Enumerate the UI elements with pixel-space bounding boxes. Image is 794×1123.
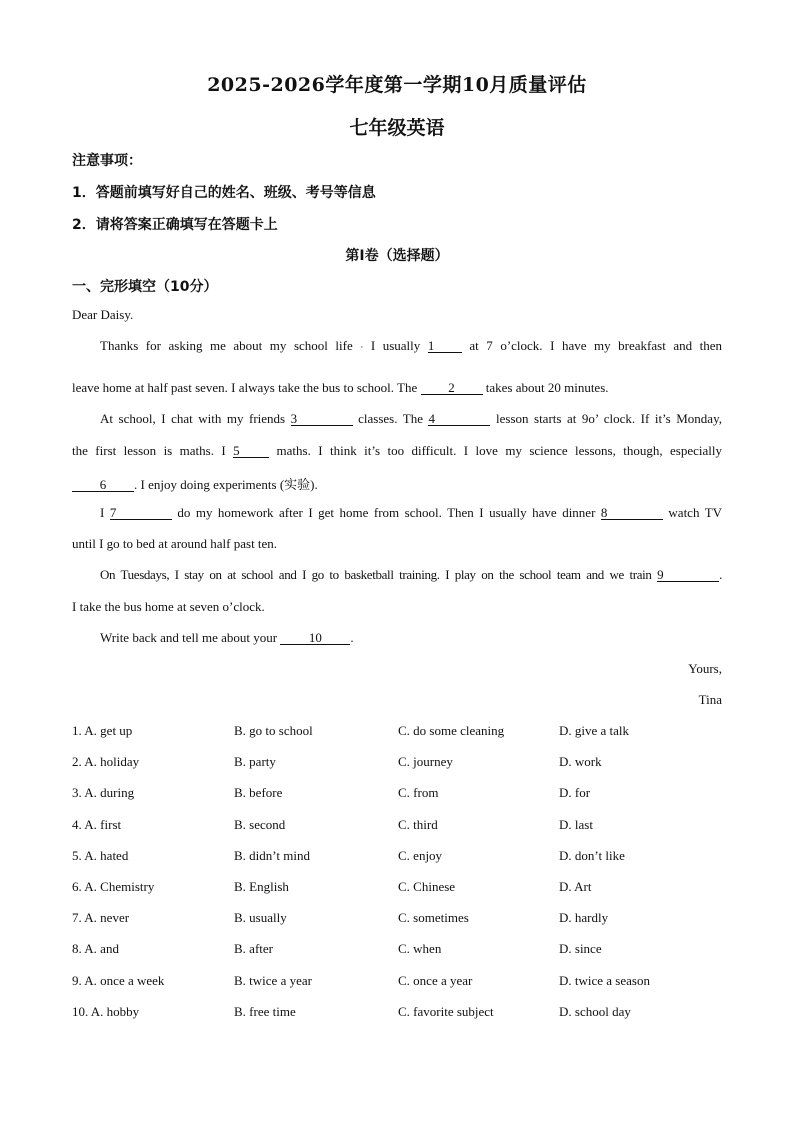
option-b[interactable]: B. before <box>234 785 283 801</box>
option-c[interactable]: C. once a year <box>398 972 473 988</box>
option-c[interactable]: C. do some cleaning <box>398 723 505 738</box>
punctuation-mark: · <box>360 342 364 352</box>
option-c[interactable]: C. Chinese <box>398 878 456 894</box>
option-a[interactable]: 6. A. Chemistry <box>72 878 155 894</box>
blank-5[interactable]: 5 <box>233 444 269 458</box>
notice-item-2: 2．请将答案正确填写在答题卡上 <box>72 217 278 233</box>
exam-title: 2025-2026学年度第一学期10月质量评估 <box>207 74 587 96</box>
option-c[interactable]: C. from <box>398 785 439 801</box>
blank-1[interactable]: 1 <box>428 339 462 353</box>
option-b[interactable]: B. didn’t mind <box>234 847 310 863</box>
option-a[interactable]: 10. A. hobby <box>72 1003 140 1019</box>
letter-paragraph-1-line-1: Thanks for asking me about my school life · I usually 1 at 7 o’clock. I have my breakfast and then <box>100 338 723 353</box>
blank-8[interactable]: 8 <box>601 506 663 520</box>
blank-7[interactable]: 7 <box>110 506 172 520</box>
blank-10[interactable]: 10 <box>280 631 350 645</box>
notice-item-1: 1．答题前填写好自己的姓名、班级、考号等信息 <box>72 185 376 201</box>
option-a[interactable]: 4. A. first <box>72 816 122 832</box>
letter-paragraph-5: Write back and tell me about your 10 . <box>100 630 354 645</box>
question-row <box>72 879 732 910</box>
option-d[interactable]: D. work <box>559 754 602 770</box>
option-d[interactable]: D. twice a season <box>559 972 650 988</box>
option-a[interactable]: 9. A. once a week <box>72 972 165 988</box>
question-row <box>72 973 732 1004</box>
letter-paragraph-4-line-2: I take the bus home at seven o’clock. <box>72 599 265 614</box>
option-c[interactable]: C. third <box>398 816 438 832</box>
notice-heading: 注意事项： <box>72 153 142 169</box>
option-b[interactable]: B. twice a year <box>234 972 312 988</box>
letter-greeting: Dear Daisy. <box>72 307 134 322</box>
option-a[interactable]: 8. A. and <box>72 941 119 957</box>
option-d[interactable]: D. Art <box>559 878 592 894</box>
question-row <box>72 754 732 785</box>
letter-paragraph-3-line-1: I 7 do my homework after I get home from school. Then I usually have dinner 8 watch TV <box>100 505 723 520</box>
option-a[interactable]: 2. A. holiday <box>72 754 140 770</box>
question-row <box>72 785 732 816</box>
option-b[interactable]: B. free time <box>234 1003 296 1019</box>
option-d[interactable]: D. give a talk <box>559 723 630 738</box>
option-a[interactable]: 1. A. get up <box>72 723 133 738</box>
option-d[interactable]: D. last <box>559 816 593 832</box>
option-d[interactable]: D. for <box>559 785 591 801</box>
letter-paragraph-2-line-2: the first lesson is maths. I 5 maths. I think it’s too difficult. I love my science lessons, though, especially <box>72 443 722 458</box>
option-b[interactable]: B. English <box>234 878 289 894</box>
answer-options <box>72 723 732 1035</box>
option-c[interactable]: C. sometimes <box>398 910 469 926</box>
option-c[interactable]: C. journey <box>398 754 453 770</box>
letter-paragraph-1-line-2: leave home at half past seven. I always take the bus to school. The 2 takes about 20 minutes. <box>72 380 609 395</box>
option-a[interactable]: 5. A. hated <box>72 847 129 863</box>
question-row <box>72 848 732 879</box>
option-a[interactable]: 3. A. during <box>72 785 135 801</box>
option-b[interactable]: B. second <box>234 816 286 832</box>
option-b[interactable]: B. after <box>234 941 273 957</box>
letter-signature: Tina <box>698 692 722 707</box>
option-c[interactable]: C. favorite subject <box>398 1003 494 1019</box>
part-title: 第I卷（选择题） <box>345 248 449 264</box>
question-row <box>72 941 732 972</box>
option-b[interactable]: B. usually <box>234 910 287 926</box>
option-d[interactable]: D. since <box>559 941 602 957</box>
letter-closing: Yours, <box>688 661 722 676</box>
blank-6[interactable]: 6 <box>72 478 134 492</box>
section-title: 一、完形填空（10分） <box>72 279 218 295</box>
letter-paragraph-2-line-3: 6 . I enjoy doing experiments (实验). <box>72 474 722 493</box>
question-row <box>72 723 732 754</box>
blank-3[interactable]: 3 <box>291 412 353 426</box>
option-c[interactable]: C. when <box>398 941 442 957</box>
option-d[interactable]: D. don’t like <box>559 847 625 863</box>
option-d[interactable]: D. school day <box>559 1003 631 1019</box>
option-b[interactable]: B. go to school <box>234 723 313 738</box>
option-a[interactable]: 7. A. never <box>72 910 130 926</box>
question-row <box>72 1004 732 1035</box>
letter-paragraph-3-line-2: until I go to bed at around half past ten. <box>72 536 278 551</box>
letter-paragraph-2-line-1: At school, I chat with my friends 3 classes. The 4 lesson starts at 9o’ clock. If it’s Monday, <box>100 411 722 426</box>
question-row <box>72 817 732 848</box>
question-row <box>72 910 732 941</box>
letter-paragraph-4-line-1: On Tuesdays, I stay on at school and I go to basketball training. I play on the school team and we train 9 . <box>100 567 722 582</box>
exam-subtitle: 七年级英语 <box>349 117 445 139</box>
blank-4[interactable]: 4 <box>428 412 490 426</box>
blank-9[interactable]: 9 <box>657 568 719 582</box>
option-c[interactable]: C. enjoy <box>398 847 443 863</box>
option-d[interactable]: D. hardly <box>559 910 609 926</box>
option-b[interactable]: B. party <box>234 754 276 770</box>
blank-2[interactable]: 2 <box>421 381 483 395</box>
